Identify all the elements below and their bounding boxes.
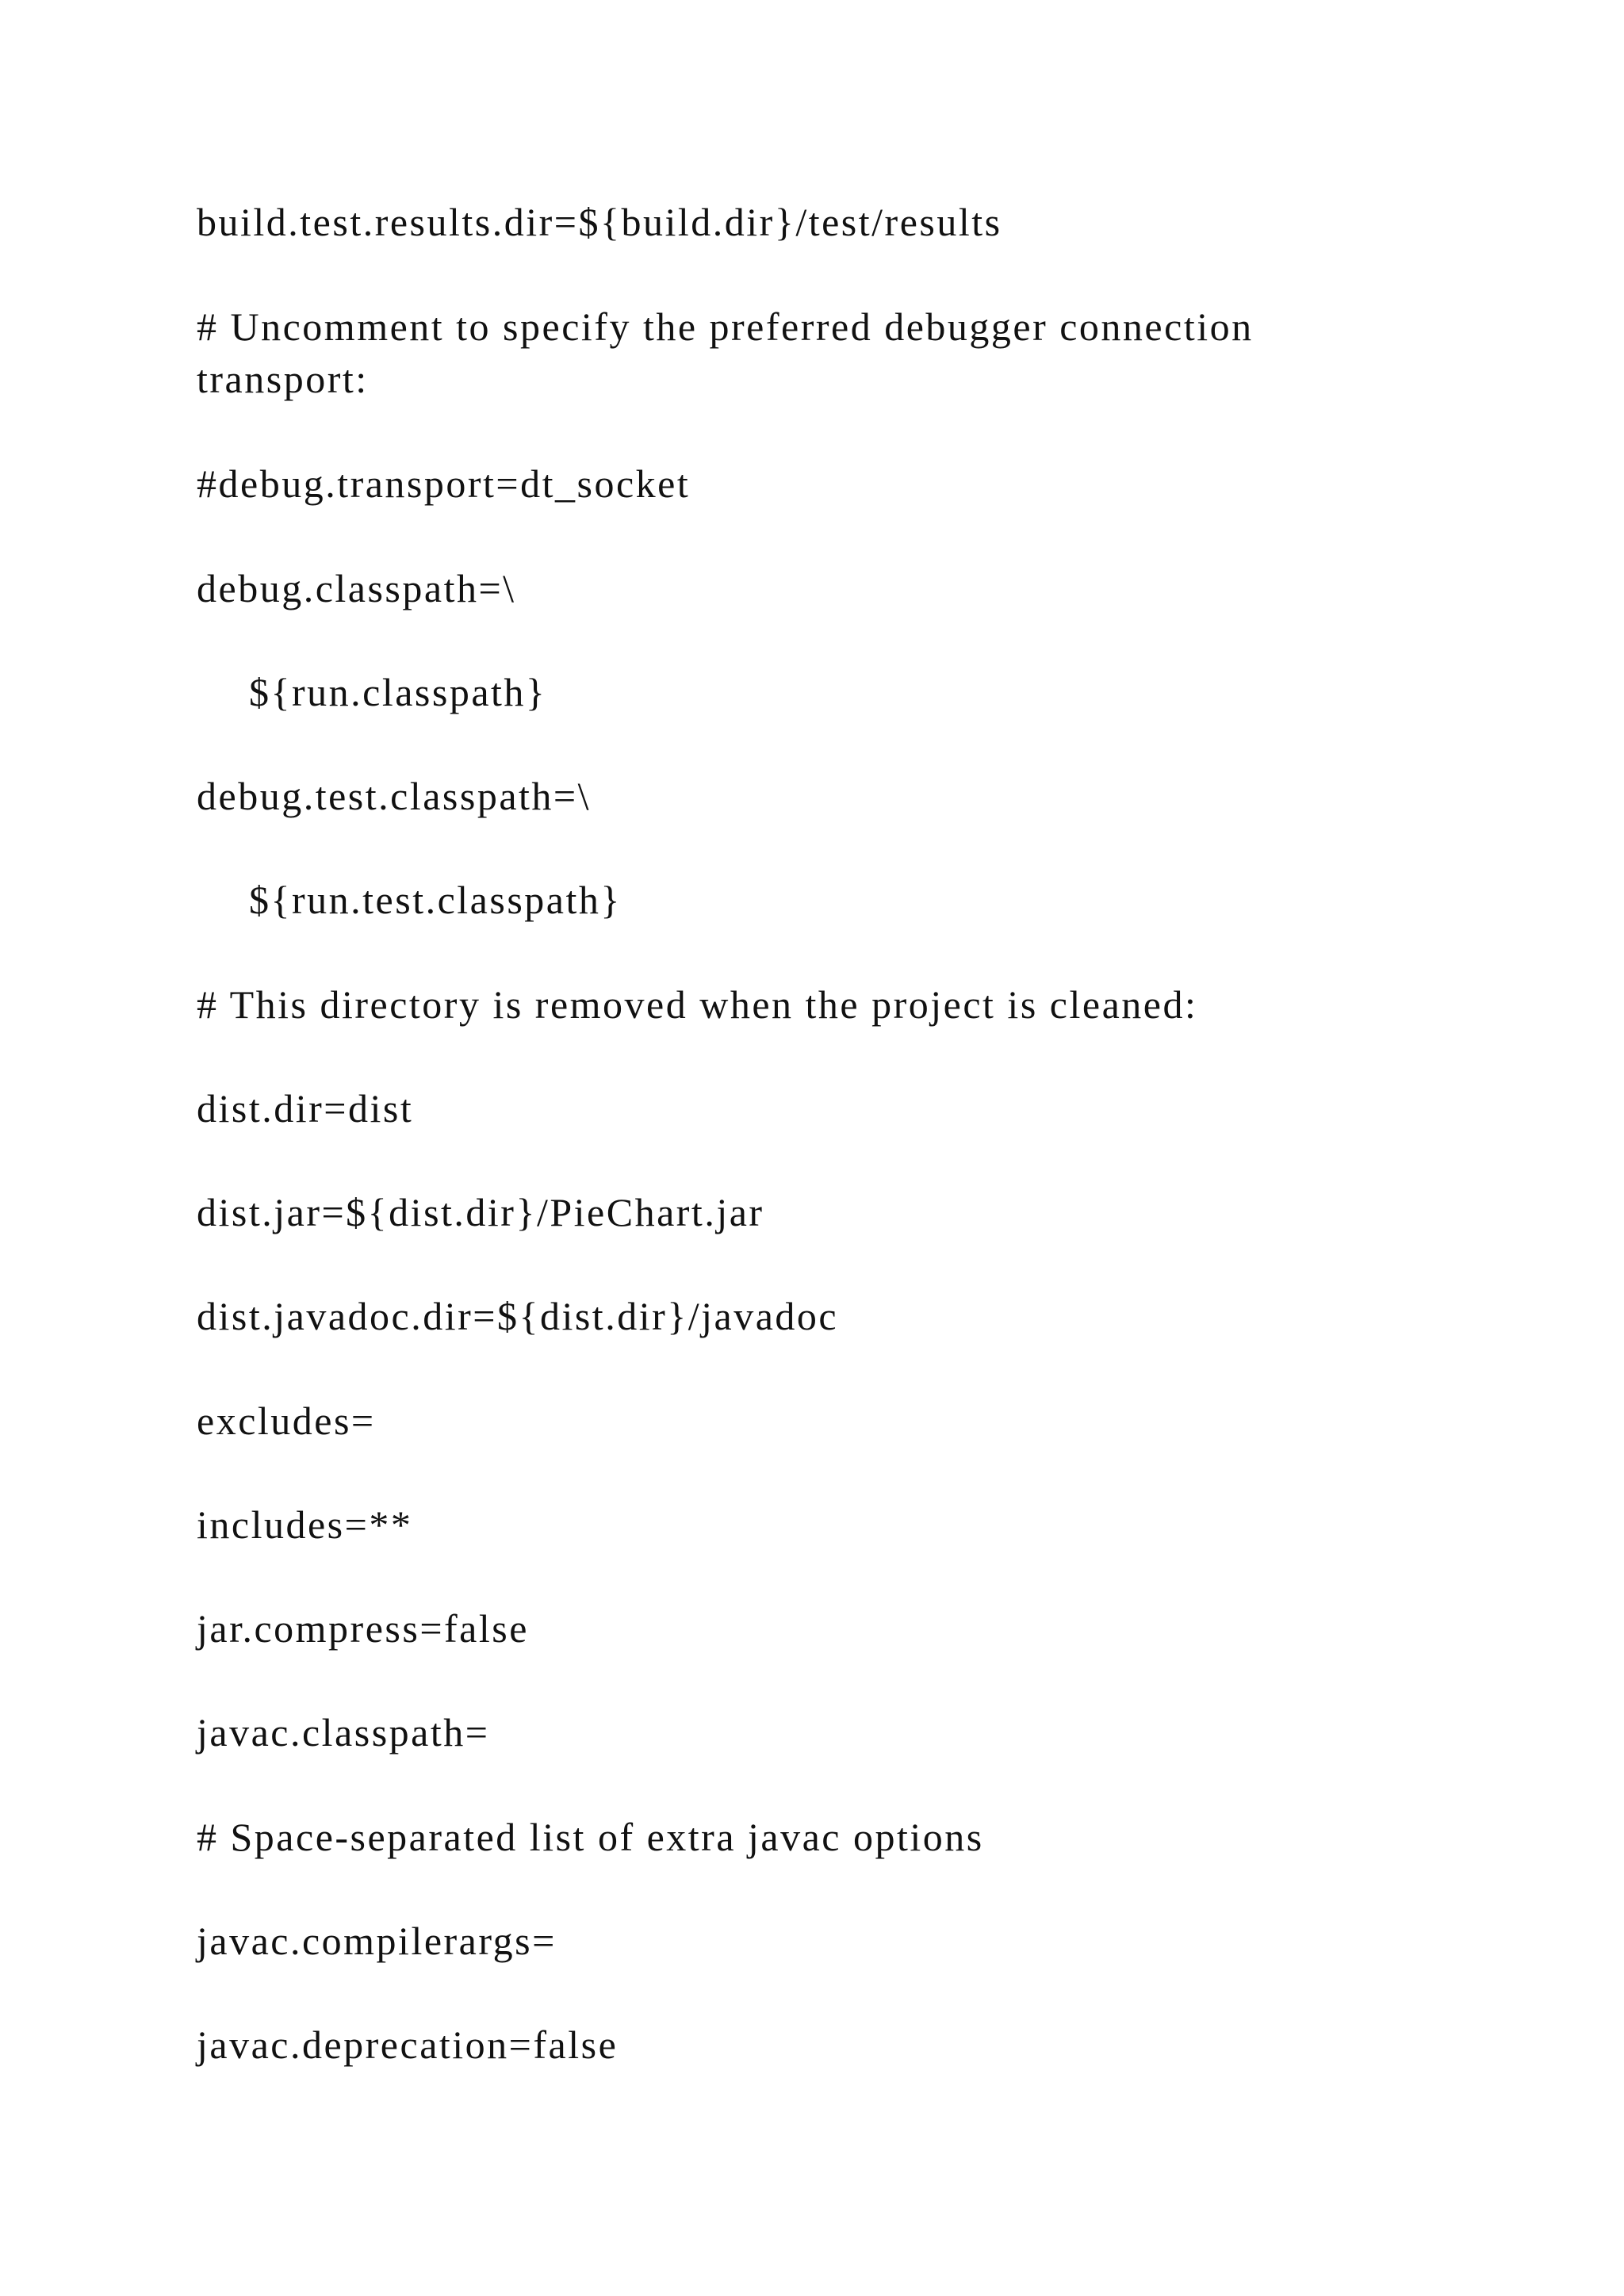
property-line: debug.test.classpath=\ bbox=[197, 774, 591, 818]
property-line: dist.javadoc.dir=${dist.dir}/javadoc bbox=[197, 1294, 839, 1338]
property-line: dist.dir=dist bbox=[197, 1086, 414, 1131]
property-line: excludes= bbox=[197, 1399, 376, 1443]
comment-line: # This directory is removed when the project is cleaned: bbox=[197, 982, 1198, 1027]
comment-line: # Space-separated list of extra javac options bbox=[197, 1815, 984, 1859]
property-continuation-line: ${run.classpath} bbox=[249, 670, 547, 714]
property-line: dist.jar=${dist.dir}/PieChart.jar bbox=[197, 1190, 764, 1234]
property-line: build.test.results.dir=${build.dir}/test/results bbox=[197, 200, 1002, 244]
property-line: jar.compress=false bbox=[197, 1606, 529, 1651]
comment-line: # Uncomment to specify the preferred debugger connection transport: bbox=[197, 304, 1266, 401]
property-continuation-line: ${run.test.classpath} bbox=[249, 878, 622, 922]
comment-line: #debug.transport=dt_socket bbox=[197, 461, 691, 506]
property-line: javac.deprecation=false bbox=[197, 2022, 619, 2067]
property-line: includes=** bbox=[197, 1502, 413, 1547]
property-line: javac.classpath= bbox=[197, 1710, 490, 1755]
property-line: javac.compilerargs= bbox=[197, 1919, 557, 1963]
property-line: debug.classpath=\ bbox=[197, 566, 516, 610]
